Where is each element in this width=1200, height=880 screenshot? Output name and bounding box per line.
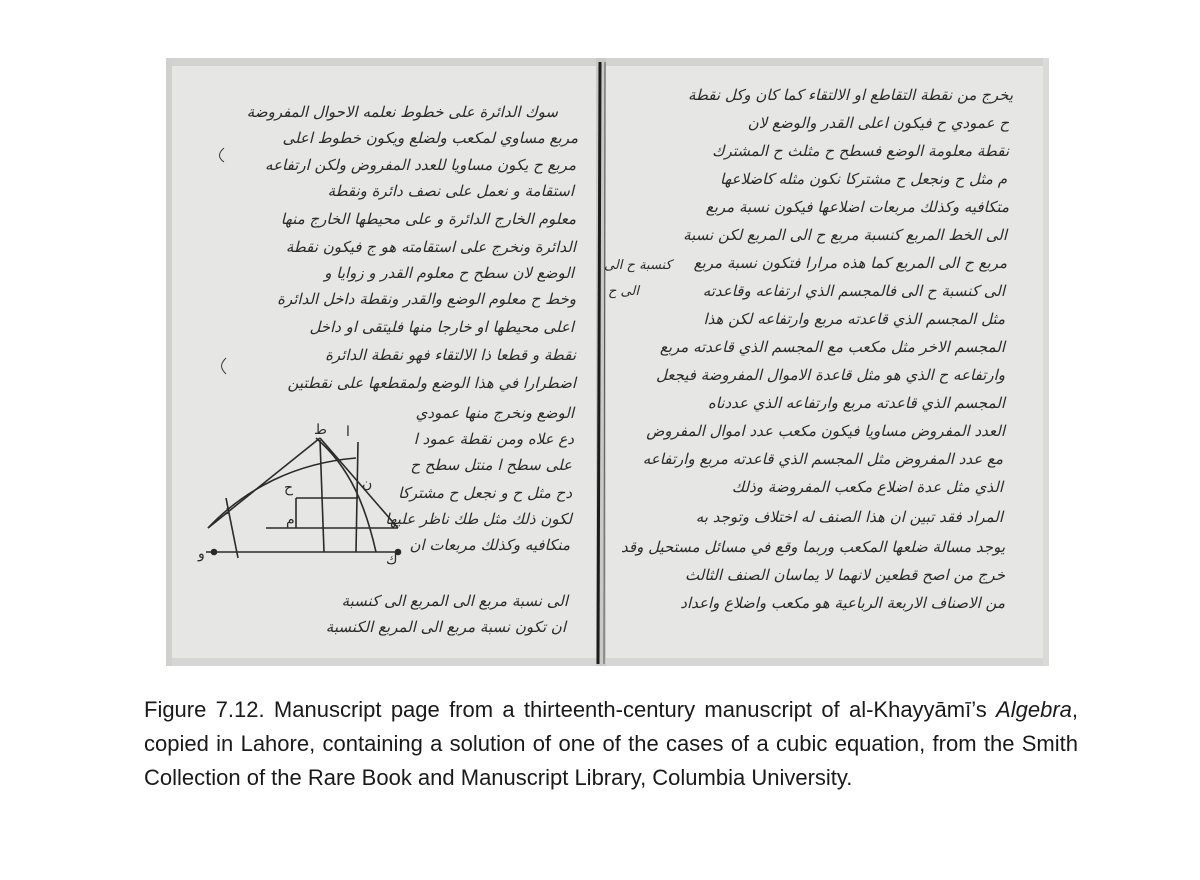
svg-text:ن: ن — [362, 476, 373, 492]
manuscript-line: نقطة و قطعا ذا الالتقاء فهو نقطة الدائرة — [325, 346, 576, 364]
manuscript-line: الى الخط المربع كنسبة مربع ح الى المربع لكن نسبة — [683, 226, 1007, 244]
figure-label: Figure 7.12. — [144, 697, 265, 722]
manuscript-line: ان تكون نسبة مربع الى المربع الكنسبة — [325, 618, 566, 636]
figure-caption — [144, 693, 1078, 795]
manuscript-line: مربع ح الى المربع كما هذه مرارا فتكون نسبة مربع — [693, 254, 1007, 272]
manuscript-line: المجسم الاخر مثل مكعب مع المجسم الذي قاعدته مربع — [659, 338, 1005, 356]
manuscript-line: متكافيه وكذلك مربعات اضلاعها فيكون نسبة مربع — [705, 198, 1009, 216]
manuscript-line: دح مثل ح و نجعل ح مشتركا — [398, 484, 572, 502]
manuscript-line: لكون ذلك مثل طك ناظر عليها — [385, 510, 572, 528]
right-manuscript-page — [604, 58, 1049, 666]
manuscript-line: يوجد مسالة ضلعها المكعب وربما وقع في مسائل مستحيل وقد — [621, 538, 1005, 556]
manuscript-line: الوضع ونخرج منها عمودي — [415, 404, 574, 422]
manuscript-line: وارتفاعه ح الذي هو مثل قاعدة الاموال المفروضة فيجعل — [655, 366, 1005, 384]
manuscript-line: مثل المجسم الذي قاعدته مربع وارتفاعه لكن هذا — [703, 310, 1005, 328]
manuscript-line: معلوم الخارج الدائرة و على محيطها الخارج منها — [280, 210, 576, 228]
svg-text:ك: ك — [386, 552, 398, 568]
manuscript-line: مربع ح يكون مساويا للعدد المفروض ولكن ارتفاعه — [265, 156, 576, 174]
book-title: Algebra — [996, 697, 1072, 722]
manuscript-line: مربع مساوي لمكعب ولضلع ويكون خطوط اعلى — [282, 129, 578, 147]
svg-text:ا: ا — [346, 424, 350, 440]
manuscript-line: المراد فقد تبين ان هذا الصنف له اختلاف وتوجد به — [695, 508, 1003, 526]
manuscript-line: الى كنسبة ح الى فالمجسم الذي ارتفاعه وقاعدته — [702, 282, 1005, 300]
svg-text:ط: ط — [314, 422, 327, 438]
manuscript-line: م مثل ح ونجعل ح مشتركا نكون مثله كاضلاعها — [720, 170, 1007, 188]
svg-text:د: د — [224, 502, 231, 518]
margin-note: كنسبة ح الى — [604, 258, 672, 273]
manuscript-line: على سطح ا منتل سطح ح — [410, 456, 572, 474]
manuscript-line: يخرج من نقطة التقاطع او الالتقاء كما كان وكل نقطة — [687, 86, 1013, 104]
manuscript-line: خرج من اصح قطعين لانهما لا يماسان الصنف الثالث — [684, 566, 1005, 584]
manuscript-line: الذي مثل عدة اضلاع مكعب المفروضة وذلك — [731, 478, 1003, 496]
caption-text: , copied in Lahore, containing a solution of one of the cases of a cubic equation, from the Smith Collection of the Rare Book and Manuscript Library, Columbia University. — [144, 697, 1079, 790]
manuscript-line: الدائرة ونخرج على استقامته هو ج فيكون نقطة — [285, 238, 576, 256]
manuscript-line: مع عدد المفروض مثل المجسم الذي قاعدته مربع وارتفاعه — [642, 450, 1003, 468]
svg-text:و: و — [198, 546, 205, 562]
manuscript-line: دع علاه ومن نقطة عمود ا — [413, 430, 574, 448]
manuscript-line: نقطة معلومة الوضع فسطح ح مثلث ح المشترك — [712, 142, 1009, 160]
manuscript-line: وخط ح معلوم الوضع والقدر ونقطة داخل الدائرة — [277, 290, 576, 308]
manuscript-line: منكافيه وكذلك مربعات ان — [409, 536, 570, 554]
manuscript-line: العدد المفروض مساويا فيكون مكعب عدد اموال المفروض — [646, 422, 1005, 440]
manuscript-line: من الاصناف الاربعة الرباعية هو مكعب واضلاع واعداد — [680, 594, 1005, 612]
left-manuscript-page — [166, 58, 598, 666]
svg-text:ح: ح — [284, 480, 294, 496]
manuscript-image — [166, 58, 1049, 666]
margin-note: الى ح — [608, 284, 639, 299]
manuscript-line: الى نسبة مربع الى المربع الى كنسبة — [341, 592, 568, 610]
manuscript-line: سوك الدائرة على خطوط نعلمه الاحوال المفروضة — [246, 103, 558, 121]
manuscript-line: الوضع لان سطح ح معلوم القدر و زوايا و — [324, 264, 574, 282]
manuscript-line: المجسم الذي قاعدته مربع وارتفاعه الذي عددناه — [707, 394, 1005, 412]
manuscript-line: ح عمودي ح فيكون اعلى القدر والوضع لان — [747, 114, 1009, 132]
manuscript-line: اضطرارا في هذا الوضع ولمقطعها على نقطتين — [287, 374, 576, 392]
manuscript-line: استقامة و نعمل على نصف دائرة ونقطة — [327, 182, 574, 200]
svg-text:م: م — [286, 512, 295, 528]
caption-text: Manuscript page from a thirteenth-century manuscript of al-Khayyāmī’s — [264, 697, 997, 722]
manuscript-line: اعلى محيطها او خارجا منها فليتقى او داخل — [309, 318, 574, 336]
